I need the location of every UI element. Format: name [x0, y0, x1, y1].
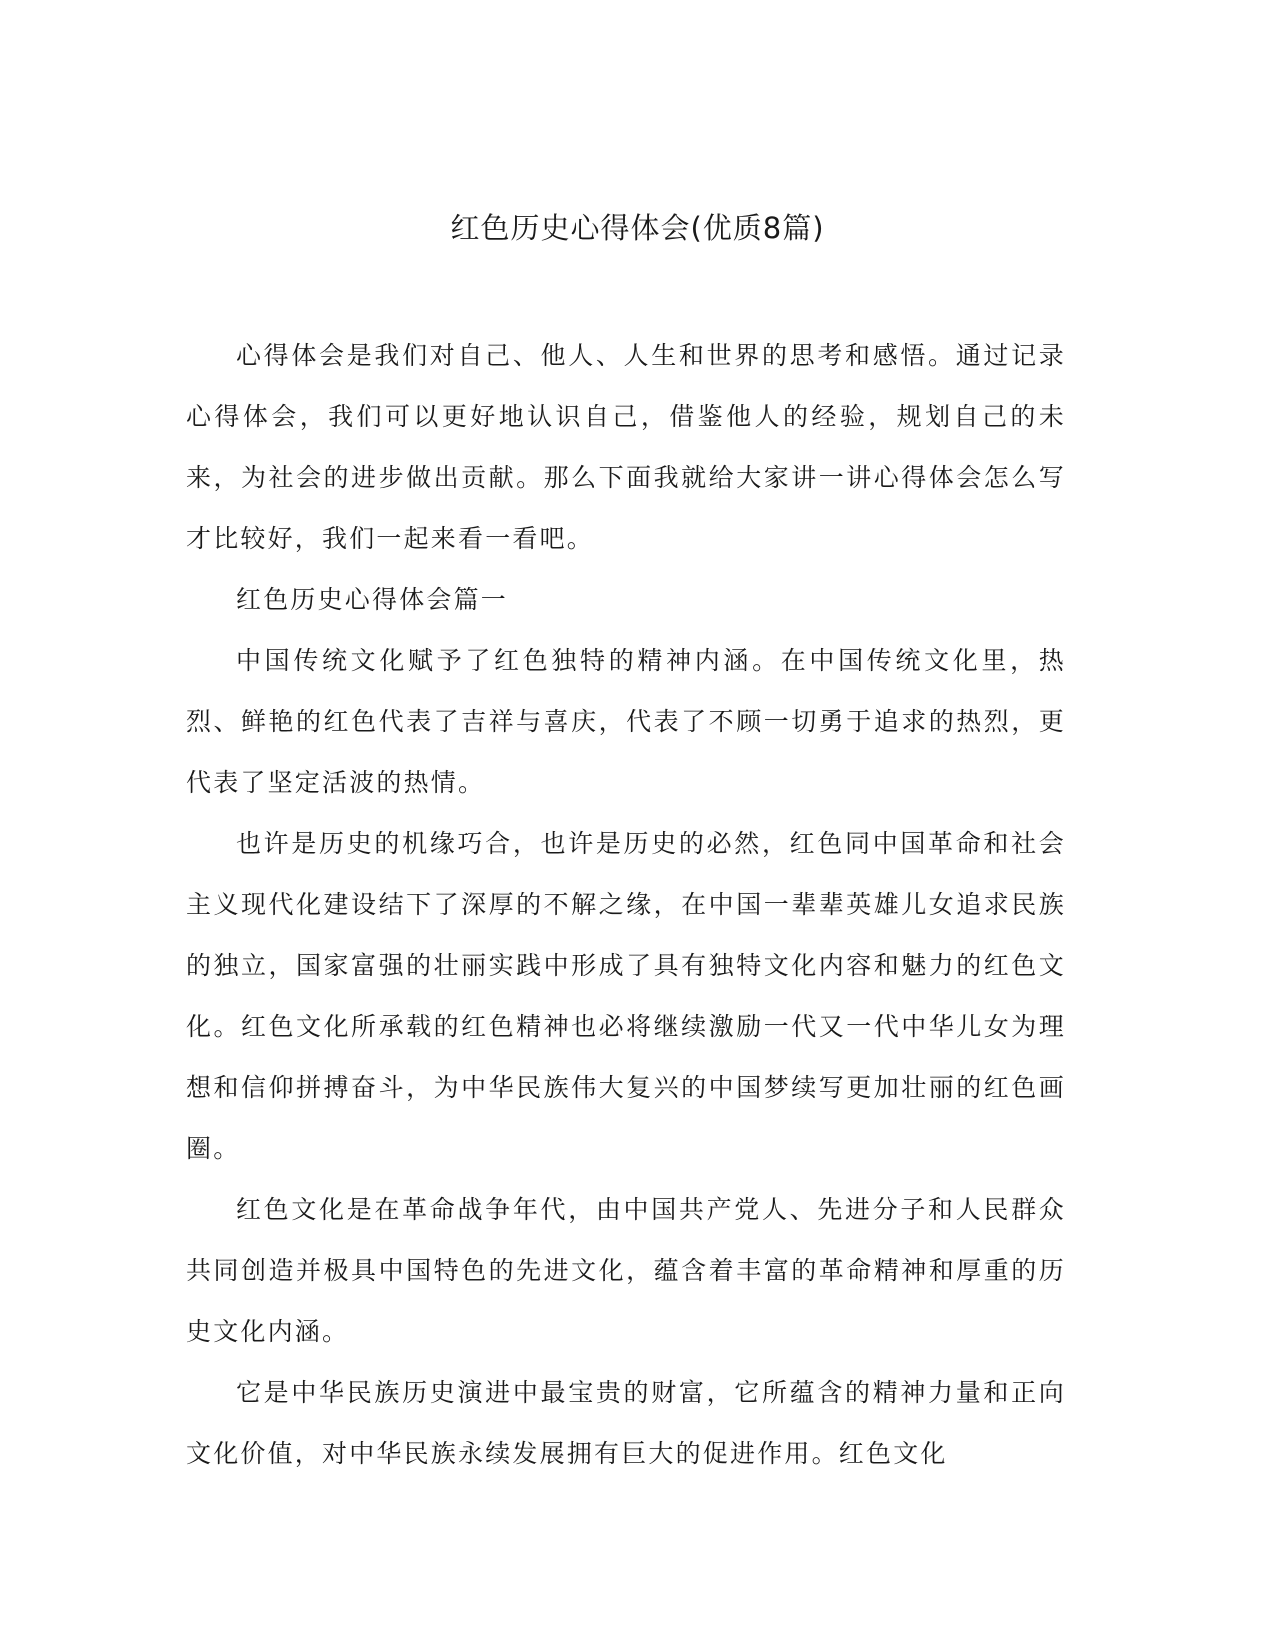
- paragraph: 也许是历史的机缘巧合，也许是历史的必然，红色同中国革命和社会主义现代化建设结下了深厚的不解之缘，在中国一辈辈英雄儿女追求民族的独立，国家富强的壮丽实践中形成了具有独特文化内容和魅力的红色文化。红色文化所承载的红色精神也必将继续激励一代又一代中华儿女为理想和信仰拼搏奋斗，为中华民族伟大复兴的中国梦续写更加壮丽的红色画圈。: [186, 829, 1066, 1163]
- document-body: [186, 325, 1066, 1484]
- paragraph: 红色文化是在革命战争年代，由中国共产党人、先进分子和人民群众共同创造并极具中国特色的先进文化，蕴含着丰富的革命精神和厚重的历史文化内涵。: [186, 1195, 1066, 1346]
- paragraph: 中国传统文化赋予了红色独特的精神内涵。在中国传统文化里，热烈、鲜艳的红色代表了吉祥与喜庆，代表了不顾一切勇于追求的热烈，更代表了坚定活波的热情。: [186, 646, 1066, 797]
- paragraph-intro: 心得体会是我们对自己、他人、人生和世界的思考和感悟。通过记录心得体会，我们可以更好地认识自己，借鉴他人的经验，规划自己的未来，为社会的进步做出贡献。那么下面我就给大家讲一讲心得体会怎么写才比较好，我们一起来看一看吧。: [186, 341, 1066, 553]
- paragraph: 它是中华民族历史演进中最宝贵的财富，它所蕴含的精神力量和正向文化价值，对中华民族永续发展拥有巨大的促进作用。红色文化: [186, 1378, 1066, 1468]
- document-title: 红色历史心得体会(优质8篇): [450, 211, 825, 245]
- section-heading: 红色历史心得体会篇一: [236, 585, 509, 614]
